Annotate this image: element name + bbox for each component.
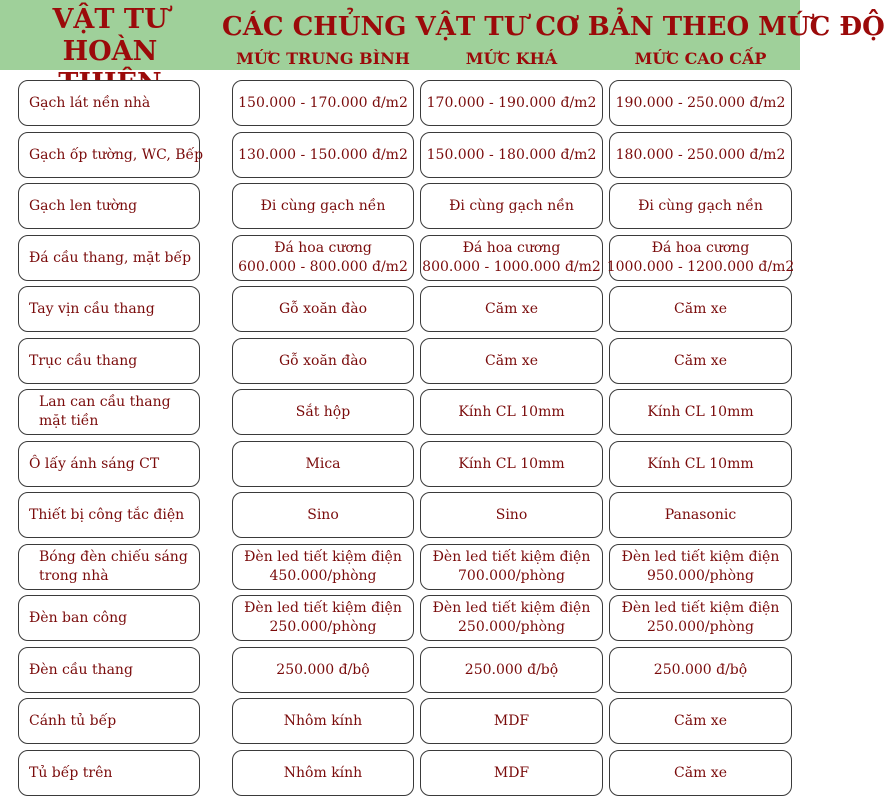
section-title-line2: HOÀN xyxy=(62,36,158,67)
trung-binh-cell xyxy=(232,441,414,487)
trung-binh-cell-text: Đèn led tiết kiệm điện xyxy=(244,549,402,565)
item-cell xyxy=(18,132,204,178)
cao-cap-cell-text: Đi cùng gạch nền xyxy=(638,197,763,214)
item-cell xyxy=(18,80,200,126)
kha-cell xyxy=(420,492,603,538)
item-cell-text: Đèn cầu thang xyxy=(29,661,133,678)
item-cell xyxy=(18,647,200,693)
kha-cell xyxy=(420,286,603,332)
column-header-trung-binh: MỨC TRUNG BÌNH xyxy=(236,49,410,68)
table-row xyxy=(0,338,800,384)
cao-cap-cell-text: 950.000/phòng xyxy=(647,568,754,584)
cao-cap-cell xyxy=(609,132,792,178)
cao-cap-cell xyxy=(609,544,792,590)
item-cell xyxy=(18,698,200,744)
cao-cap-cell xyxy=(609,595,792,641)
trung-binh-cell xyxy=(232,647,414,693)
kha-cell-text: Đèn led tiết kiệm điện xyxy=(432,600,591,616)
cao-cap-cell xyxy=(606,235,795,281)
cao-cap-cell xyxy=(609,492,792,538)
trung-binh-cell-text: 250.000/phòng xyxy=(269,619,377,635)
column-header-cao-cap: MỨC CAO CẤP xyxy=(634,49,767,68)
item-cell-text: Ô lấy ánh sáng CT xyxy=(29,455,160,472)
trung-binh-cell xyxy=(232,338,414,384)
kha-cell-text: Căm xe xyxy=(485,352,538,369)
trung-binh-cell xyxy=(232,286,414,332)
trung-binh-cell xyxy=(232,544,414,590)
kha-cell xyxy=(420,235,603,281)
kha-cell xyxy=(420,80,603,126)
table-row xyxy=(0,235,800,281)
cao-cap-cell-text: 250.000 đ/bộ xyxy=(653,661,748,678)
item-cell xyxy=(18,389,200,435)
item-cell xyxy=(18,183,200,229)
kha-cell xyxy=(420,338,603,384)
cao-cap-cell xyxy=(609,647,792,693)
kha-cell-text: 800.000 - 1000.000 đ/m2 xyxy=(422,259,601,275)
item-cell-text: trong nhà xyxy=(39,568,109,584)
item-cell xyxy=(18,544,200,590)
trung-binh-cell-text: Sino xyxy=(307,506,339,523)
item-cell-text: Gạch len tường xyxy=(29,197,138,214)
trung-binh-cell-text: 250.000 đ/bộ xyxy=(276,661,370,678)
kha-cell xyxy=(420,132,603,178)
item-cell xyxy=(18,235,200,281)
trung-binh-cell-text: Đèn led tiết kiệm điện xyxy=(244,600,402,616)
trung-binh-cell xyxy=(232,750,414,796)
trung-binh-cell-text: 150.000 - 170.000 đ/m2 xyxy=(238,94,408,111)
cao-cap-cell xyxy=(609,80,792,126)
item-cell-text: Đèn ban công xyxy=(29,609,128,626)
kha-cell-text: Kính CL 10mm xyxy=(458,455,565,472)
trung-binh-cell xyxy=(232,698,414,744)
item-cell-text: Trục cầu thang xyxy=(29,352,138,369)
cao-cap-cell-text: Đèn led tiết kiệm điện xyxy=(621,600,780,616)
table-row xyxy=(0,132,800,178)
kha-cell-text: Kính CL 10mm xyxy=(458,403,565,420)
cao-cap-cell-text: 1000.000 - 1200.000 đ/m2 xyxy=(606,259,795,275)
table-row xyxy=(0,647,800,693)
table-row xyxy=(0,286,800,332)
item-cell xyxy=(18,441,200,487)
cao-cap-cell xyxy=(609,286,792,332)
trung-binh-cell xyxy=(232,80,414,126)
table-row xyxy=(0,441,800,487)
cao-cap-cell-text: Căm xe xyxy=(674,764,727,781)
kha-cell xyxy=(420,441,603,487)
kha-cell-text: Đèn led tiết kiệm điện xyxy=(432,549,591,565)
table-row xyxy=(0,595,800,641)
kha-cell-text: 250.000 đ/bộ xyxy=(464,661,559,678)
item-cell-text: mặt tiền xyxy=(39,413,99,429)
trung-binh-cell-text: 130.000 - 150.000 đ/m2 xyxy=(238,146,408,163)
cao-cap-cell-text: 190.000 - 250.000 đ/m2 xyxy=(615,94,786,111)
table-row xyxy=(0,750,800,796)
item-cell-text: Tủ bếp trên xyxy=(29,764,113,781)
trung-binh-cell-text: Đi cùng gạch nền xyxy=(260,197,386,214)
trung-binh-cell xyxy=(232,595,414,641)
section-title-line1: VẬT TƯ xyxy=(52,4,168,35)
cao-cap-cell-text: Kính CL 10mm xyxy=(647,403,754,420)
kha-cell xyxy=(420,595,603,641)
trung-binh-cell xyxy=(232,492,414,538)
cao-cap-cell-text: Panasonic xyxy=(664,506,737,523)
cao-cap-cell xyxy=(609,441,792,487)
cao-cap-cell xyxy=(609,389,792,435)
item-cell-text: Gạch ốp tường, WC, Bếp xyxy=(29,146,204,163)
cao-cap-cell-text: Căm xe xyxy=(674,300,727,317)
table-row xyxy=(0,544,800,590)
table-row xyxy=(0,698,800,744)
cao-cap-cell-text: 180.000 - 250.000 đ/m2 xyxy=(615,146,786,163)
kha-cell-text: Đá hoa cương xyxy=(462,240,561,256)
cao-cap-cell-text: Kính CL 10mm xyxy=(647,455,754,472)
kha-cell-text: Sino xyxy=(495,506,528,523)
item-cell-text: Thiết bị công tắc điện xyxy=(29,506,185,523)
cao-cap-cell xyxy=(609,698,792,744)
kha-cell-text: MDF xyxy=(493,712,530,729)
trung-binh-cell xyxy=(232,132,414,178)
column-header-kha: MỨC KHÁ xyxy=(465,49,558,68)
table-row xyxy=(0,492,800,538)
kha-cell-text: Đi cùng gạch nền xyxy=(449,197,574,214)
item-cell xyxy=(18,595,200,641)
table-row xyxy=(0,80,800,126)
cao-cap-cell-text: 250.000/phòng xyxy=(647,619,754,635)
page-title: CÁC CHỦNG VẬT TƯ CƠ BẢN THEO MỨC ĐỘ xyxy=(222,12,885,42)
kha-cell xyxy=(420,183,603,229)
cao-cap-cell-text: Căm xe xyxy=(674,712,727,729)
item-cell-text: Cánh tủ bếp xyxy=(29,712,117,729)
cao-cap-cell xyxy=(609,183,792,229)
header-band xyxy=(0,0,885,70)
item-cell-text: Bóng đèn chiếu sáng xyxy=(39,549,188,565)
trung-binh-cell-text: 450.000/phòng xyxy=(269,568,377,584)
trung-binh-cell-text: Đá hoa cương xyxy=(274,240,372,256)
kha-cell xyxy=(420,544,603,590)
item-cell-text: Lan can cầu thang xyxy=(39,394,171,410)
cao-cap-cell-text: Đá hoa cương xyxy=(651,240,750,256)
item-cell-text: Gạch lát nền nhà xyxy=(29,94,151,111)
trung-binh-cell-text: Gỗ xoăn đào xyxy=(278,300,368,317)
trung-binh-cell xyxy=(232,389,414,435)
item-cell xyxy=(18,492,200,538)
item-cell xyxy=(18,338,200,384)
kha-cell-text: Căm xe xyxy=(485,300,538,317)
trung-binh-cell-text: Mica xyxy=(305,455,341,472)
kha-cell-text: MDF xyxy=(493,764,530,781)
cao-cap-cell-text: Đèn led tiết kiệm điện xyxy=(621,549,780,565)
table-row xyxy=(0,389,800,435)
kha-cell xyxy=(420,647,603,693)
trung-binh-cell xyxy=(232,183,414,229)
cao-cap-cell xyxy=(609,750,792,796)
trung-binh-cell-text: 600.000 - 800.000 đ/m2 xyxy=(238,259,408,275)
item-cell xyxy=(18,750,200,796)
kha-cell xyxy=(420,698,603,744)
trung-binh-cell-text: Nhôm kính xyxy=(283,764,363,781)
trung-binh-cell-text: Sắt hộp xyxy=(295,403,351,420)
kha-cell-text: 700.000/phòng xyxy=(458,568,565,584)
item-cell-text: Đá cầu thang, mặt bếp xyxy=(29,249,192,266)
cao-cap-cell xyxy=(609,338,792,384)
table-row xyxy=(0,183,800,229)
kha-cell-text: 250.000/phòng xyxy=(458,619,565,635)
item-cell-text: Tay vịn cầu thang xyxy=(29,300,155,317)
kha-cell xyxy=(420,389,603,435)
trung-binh-cell-text: Gỗ xoăn đào xyxy=(278,352,368,369)
item-cell xyxy=(18,286,200,332)
kha-cell-text: 150.000 - 180.000 đ/m2 xyxy=(426,146,597,163)
cao-cap-cell-text: Căm xe xyxy=(674,352,727,369)
trung-binh-cell xyxy=(232,235,414,281)
kha-cell xyxy=(420,750,603,796)
trung-binh-cell-text: Nhôm kính xyxy=(283,712,363,729)
kha-cell-text: 170.000 - 190.000 đ/m2 xyxy=(426,94,597,111)
